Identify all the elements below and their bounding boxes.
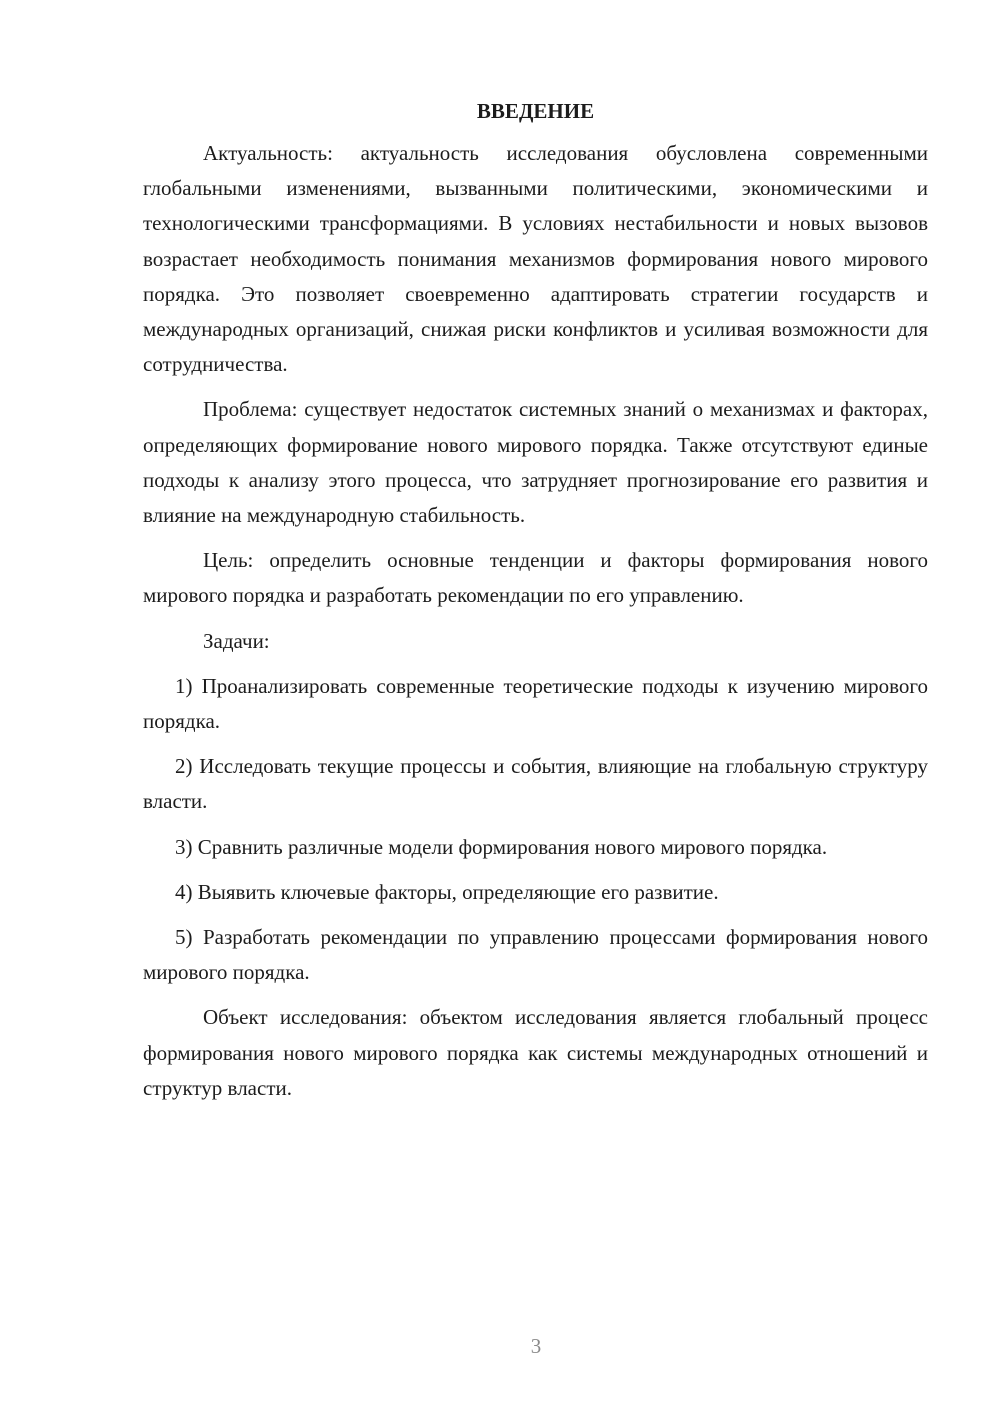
- problem-paragraph: Проблема: существует недостаток системных знаний о механизмах и факторах, определяющих формирование нового мирового порядка. Также отсутствуют единые подходы к анализу этого процесса, что затрудняет прогнозирование его развития и влияние на международную стабильность.: [143, 397, 928, 528]
- relevance-paragraph: Актуальность: актуальность исследования обусловлена современными глобальными изменениями, вызванными политическими, экономическими и технологическими трансформациями. В условиях нестабильности и новых вызовов возрастает необходимость понимания механизмов формирования нового мирового порядка. Это позволяет своевременно адаптировать стратегии государств и международных организаций, снижая риски конфликтов и усиливая возможности для сотрудничества.: [143, 141, 928, 377]
- section-title: ВВЕДЕНИЕ: [476, 99, 595, 123]
- page-content: [143, 96, 928, 1116]
- task-item-2: 2) Исследовать текущие процессы и события, влияющие на глобальную структуру власти.: [143, 754, 928, 814]
- task-item-1: 1) Проанализировать современные теоретические подходы к изучению мирового порядка.: [143, 673, 928, 734]
- object-paragraph: Объект исследования: объектом исследования является глобальный процесс формирования нового мирового порядка как системы международных отношений и структур власти.: [143, 1005, 928, 1100]
- page-number: 3: [530, 1334, 542, 1358]
- goal-paragraph: Цель: определить основные тенденции и факторы формирования нового мирового порядка и разработать рекомендации по его управлению.: [143, 548, 928, 608]
- task-item-4: 4) Выявить ключевые факторы, определяющие его развитие.: [175, 879, 719, 904]
- task-item-3: 3) Сравнить различные модели формирования нового мирового порядка.: [175, 834, 828, 859]
- tasks-heading: Задачи:: [203, 628, 270, 653]
- task-item-5: 5) Разработать рекомендации по управлению процессами формирования нового мирового порядка.: [143, 925, 928, 985]
